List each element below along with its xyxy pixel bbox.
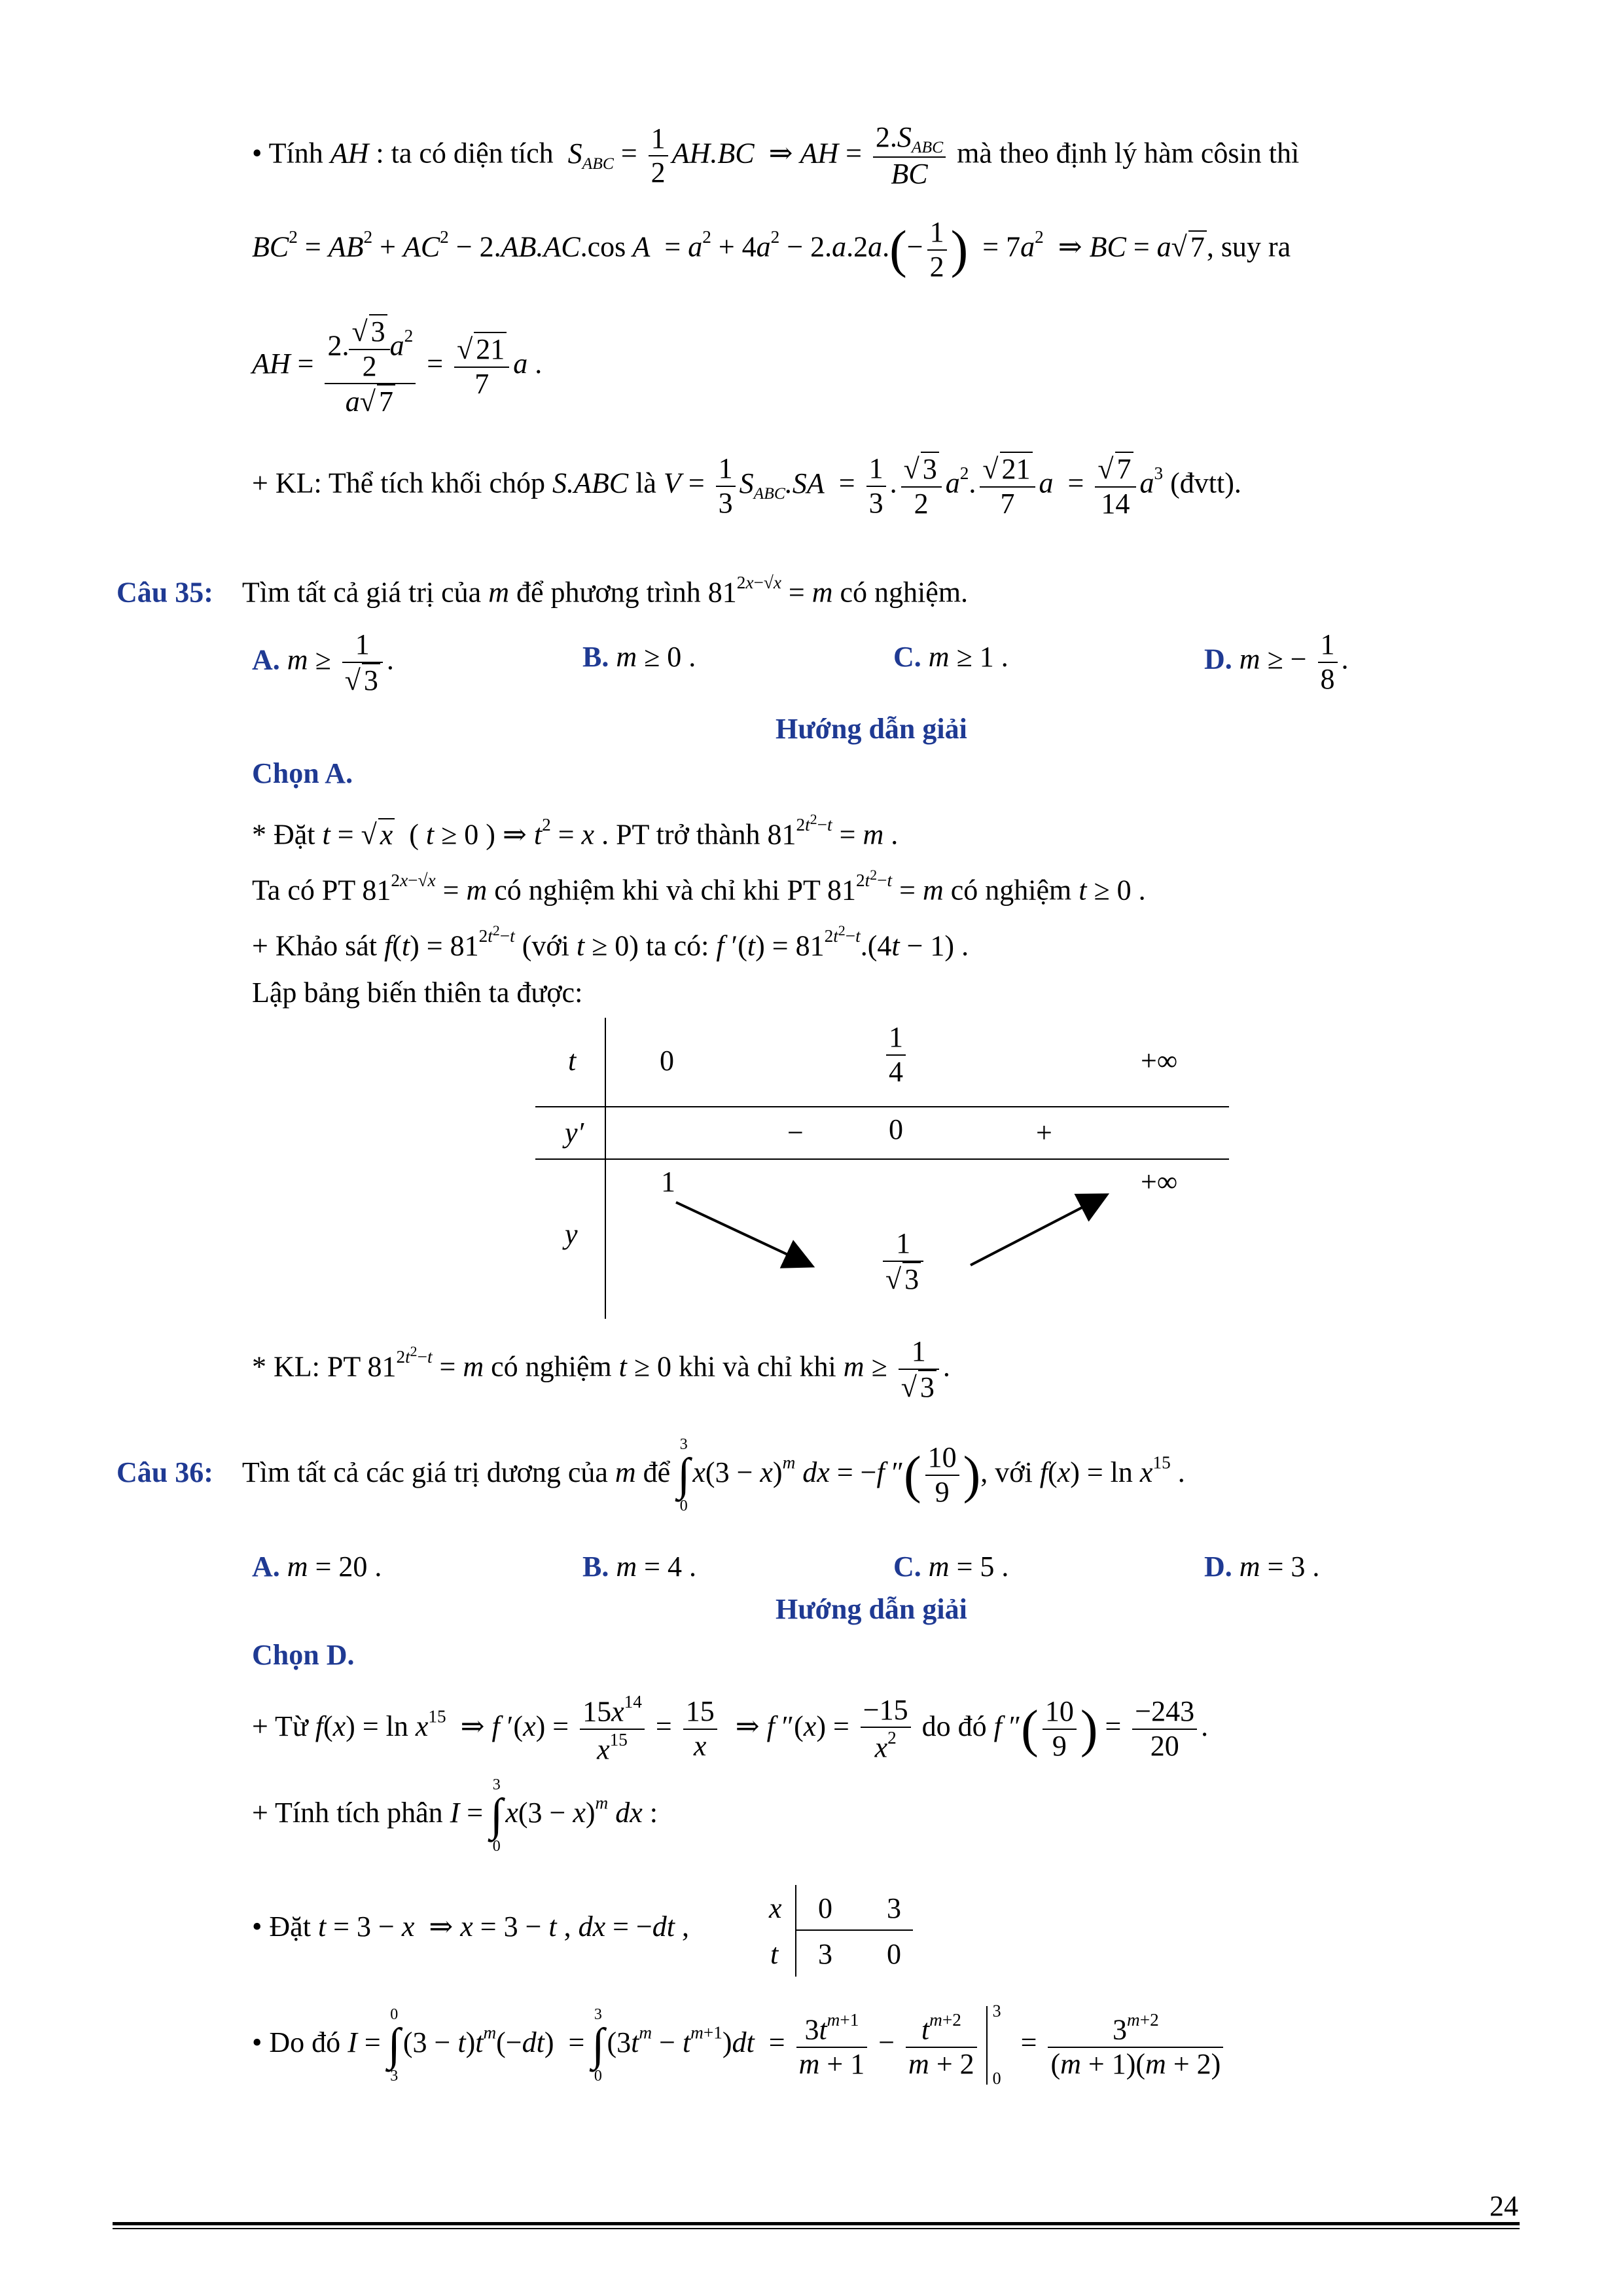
variation-table: t 0 $\frac{1}{4}$ +∞ y′ − 0 + y 1 +∞ $\frac{1}{√ 3}$ — [535, 1018, 1229, 1319]
option-b[interactable]: B. m ≥ 0 . — [582, 641, 696, 673]
q35-chosen: Chọn A. — [252, 757, 353, 789]
q36-step2: + Tính tích phân I = 3 ∫ 0 $x(3 - x)^m$ dx : — [252, 1776, 658, 1855]
s34-line-kl: + KL: Thể tích khối chóp S.ABC là V = $\frac{1}{3}$ $S_{ABC}.SA$ = $\frac{1}{3}$ . $\frac{√ 3}{2}$ $a^2$. $\frac{√ 21}{7}$ a = $\frac{√ 7}{14}$ $a^3$ (đvtt). — [252, 452, 1241, 520]
q35-step3: + Khảo sát $f(t) = 81^{2t^2-t}$ (với t ≥ 0) ta có: f $'(t) = 81^{2t^2-t}.(4t - 1)$ . — [252, 923, 969, 962]
substitution-table: x 0 3 t 3 0 — [756, 1885, 919, 1977]
q35-step1: * Đặt t = √ x ( t ≥ 0 ) ⇒ $t^2 = x$ . PT trở thành $81^{2t^2-t} = m$ . — [252, 812, 899, 851]
q35-guide-title: Hướng dẫn giải — [776, 713, 967, 745]
q35-conclusion: * KL: PT $81^{2t^2-t} = m$ có nghiệm t ≥ 0 khi và chỉ khi m ≥ $\frac{1}{√ 3}$ . — [252, 1335, 950, 1403]
s34-line-bc: $BC^2 = AB^2 + AC^2 - 2.AB.AC.\cos$ $A = a^2 + 4a^2 - 2.a.2a.(-$ $\frac{1}{2}$ ) = $7a^2$ ⇒ BC = a√ 7, suy ra — [252, 216, 1291, 283]
bullet-icon: • — [252, 137, 262, 170]
row-label-y: y — [565, 1218, 578, 1250]
q35-table-intro: Lập bảng biến thiên ta được: — [252, 977, 583, 1009]
question-label: Câu 36: — [116, 1456, 213, 1489]
q35-stem: Câu 35: Tìm tất cả giá trị của m để phương trình $81^{2x-√x} = m$ có nghiệm. — [116, 573, 969, 609]
option-a[interactable]: A. m ≥ $\frac{1}{√ 3}$ . — [252, 628, 394, 696]
option-c[interactable]: C. m = 5 . — [893, 1551, 1009, 1583]
s34-line-ah-result: AH = 2. $\frac{√ 3}{2}$ $a^2$ a√ 7 = $\frac{√ 21}{7}$ a . — [252, 315, 543, 418]
s34-line-ah: • Tính AH : ta có diện tích $S_{ABC}$ = $\frac{1}{2}$ AH.BC ⇒ AH = $\frac{2.S_{ABC}}{BC}$ mà theo định lý hàm côsin thì — [252, 121, 1300, 190]
row-label-yprime: y′ — [565, 1117, 584, 1149]
q36-step4: • Do đó I = 0 ∫ 3 $(3 - t)t^m(-dt)$ = 3 ∫ 0 $(3t^m - t^{m+1})dt$ = $\frac{3t^{m+1}}{m + 1}$ − $\frac{t^{m+2}}{m + 2}$ 3 0 = $\frac{3^{m+2}}{(m + 1)(m + 2)}$ — [252, 2006, 1227, 2085]
row-label-t: t — [568, 1045, 577, 1077]
footer-rule — [113, 2222, 1520, 2225]
variation-arrows — [535, 1018, 1229, 1319]
y-minimum: $\frac{1}{√ 3}$ — [879, 1227, 927, 1296]
option-b[interactable]: B. m = 4 . — [582, 1551, 696, 1583]
footer-rule-thin — [113, 2228, 1520, 2229]
q36-stem: Câu 36: Tìm tất cả các giá trị dương của m để 3 ∫ 0 $x(3 - x)^m$ dx = −f ″( $\frac{10}{9}$ ), với $f(x) = \ln x^{15}$ . — [116, 1436, 1185, 1515]
option-a[interactable]: A. m = 20 . — [252, 1551, 382, 1583]
q36-guide-title: Hướng dẫn giải — [776, 1593, 967, 1625]
option-d[interactable]: D. m ≥ − $\frac{1}{8}$ . — [1204, 628, 1349, 695]
option-d[interactable]: D. m = 3 . — [1204, 1551, 1320, 1583]
t-critical: $\frac{1}{4}$ — [882, 1021, 910, 1088]
q35-step2: Ta có PT $81^{2x-√x} = m$ có nghiệm khi và chỉ khi PT $81^{2t^2-t} = m$ có nghiệm t ≥ 0 . — [252, 867, 1146, 906]
decreasing-arrow — [676, 1202, 810, 1265]
q36-chosen: Chọn D. — [252, 1639, 355, 1671]
question-label: Câu 35: — [116, 576, 213, 609]
page-number: 24 — [1489, 2190, 1518, 2222]
option-c[interactable]: C. m ≥ 1 . — [893, 641, 1008, 673]
increasing-arrow — [971, 1196, 1105, 1265]
q36-step1: + Từ $f(x) = \ln x^{15}$ ⇒ f ′(x) = $\frac{15x^{14}}{x^{15}}$ = $\frac{15}{x}$ ⇒ f ″(x) = $\frac{-15}{x^2}$ do đó f ″( $\frac{10}{9}$ ) = $\frac{-243}{20}$ . — [252, 1692, 1209, 1766]
q36-step3: • Đặt t = 3 − x ⇒ x = 3 − t , dx = −dt , — [252, 1910, 690, 1943]
